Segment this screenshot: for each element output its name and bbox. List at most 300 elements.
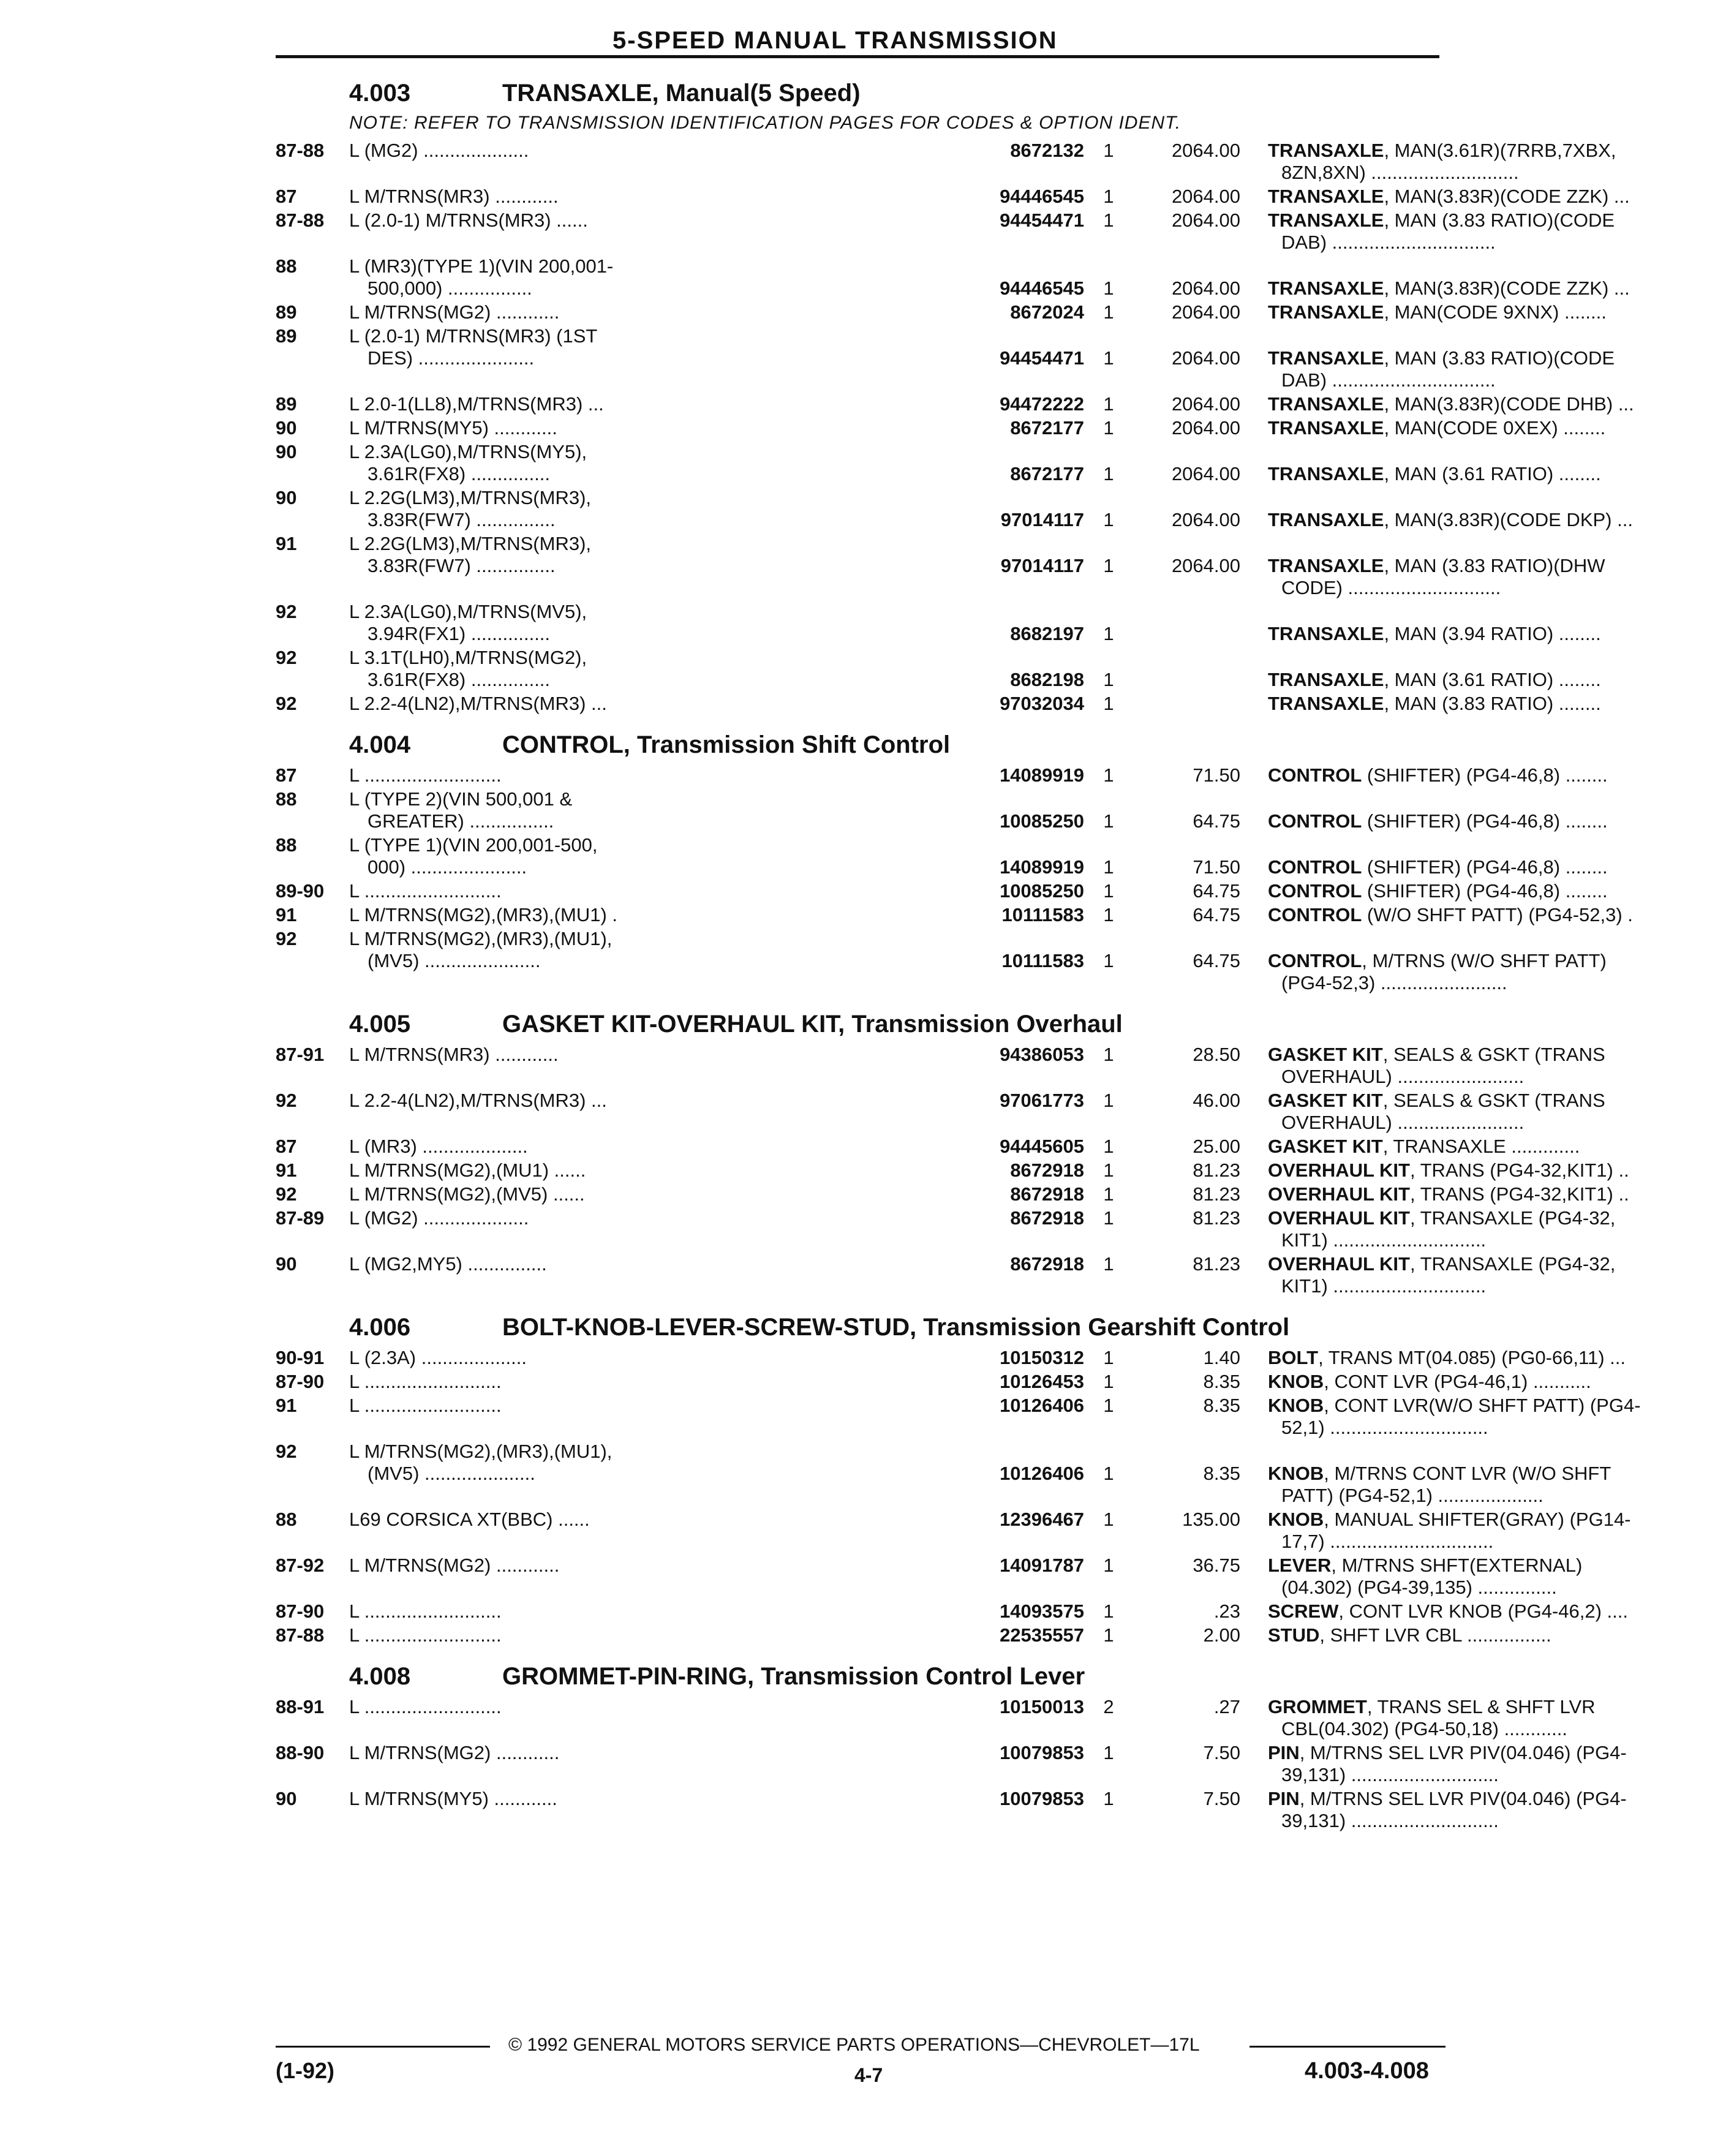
usage-line: L (MR3)(TYPE 1)(VIN 200,001- <box>349 255 614 277</box>
part-name-line: CBL(04.302) (PG4-50,18) ............ <box>1281 1718 1567 1740</box>
part-name <box>1268 1253 1715 1297</box>
part-name <box>1268 1207 1715 1251</box>
usage-description <box>349 1788 956 1810</box>
part-row <box>270 1371 1591 1395</box>
model-year: 91 <box>276 904 297 925</box>
section-number: 4.006 <box>349 1314 411 1341</box>
model-year: 90 <box>276 417 297 439</box>
part-number: 8682197 <box>1010 623 1084 644</box>
part-number: 10111583 <box>1001 950 1084 971</box>
usage-line: L 2.2G(LM3),M/TRNS(MR3), <box>349 533 592 554</box>
part-name <box>1268 1371 1715 1393</box>
model-year: 91 <box>276 1159 297 1181</box>
quantity: 1 <box>1103 1509 1114 1530</box>
usage-line: L M/TRNS(MG2),(MR3),(MU1) . <box>349 904 617 925</box>
part-number: 10079853 <box>1000 1788 1084 1809</box>
part-name-line: 52,1) .............................. <box>1281 1417 1488 1438</box>
quantity: 1 <box>1103 810 1114 832</box>
list-price: 2064.00 <box>1171 186 1240 207</box>
part-number: 22535557 <box>1000 1624 1084 1646</box>
part-name <box>1268 1555 1715 1599</box>
part-number: 94386053 <box>1000 1044 1084 1065</box>
part-name-line: OVERHAUL KIT, TRANS (PG4-32,KIT1) .. <box>1268 1183 1629 1205</box>
section-title: TRANSAXLE, Manual(5 Speed) <box>502 80 861 107</box>
quantity: 1 <box>1103 463 1114 484</box>
part-row <box>270 209 1615 255</box>
model-year: 88 <box>276 788 297 810</box>
part-name <box>1268 441 1715 485</box>
model-year: 89 <box>276 325 297 347</box>
model-year: 87 <box>276 186 297 207</box>
part-number: 14091787 <box>1000 1555 1084 1576</box>
part-number: 10079853 <box>1000 1742 1084 1763</box>
part-name-line: KNOB, CONT LVR (PG4-46,1) ........... <box>1268 1371 1591 1392</box>
part-name-line: TRANSAXLE, MAN (3.83 RATIO)(CODE <box>1268 209 1615 231</box>
part-name-line: TRANSAXLE, MAN(3.83R)(CODE ZZK) ... <box>1268 186 1630 207</box>
part-name-line: TRANSAXLE, MAN(3.83R)(CODE DKP) ... <box>1268 509 1633 530</box>
section-title: GROMMET-PIN-RING, Transmission Control Lever <box>502 1663 1085 1690</box>
part-name-line: GASKET KIT, SEALS & GSKT (TRANS <box>1268 1044 1605 1065</box>
part-name-line: 39,131) ............................ <box>1281 1764 1499 1785</box>
list-price: 7.50 <box>1203 1742 1240 1763</box>
part-row <box>270 441 1601 487</box>
list-price: 71.50 <box>1193 856 1240 878</box>
list-price: 46.00 <box>1193 1090 1240 1111</box>
part-row <box>270 1624 1551 1648</box>
part-name-line: KNOB, MANUAL SHIFTER(GRAY) (PG14- <box>1268 1509 1631 1530</box>
parts-listing <box>270 74 1641 1834</box>
part-number: 10126453 <box>1000 1371 1084 1392</box>
part-name <box>1268 325 1715 391</box>
part-name <box>1268 1044 1715 1088</box>
list-price: 2064.00 <box>1171 463 1240 484</box>
part-number: 12396467 <box>1000 1509 1084 1530</box>
part-row <box>270 880 1608 904</box>
usage-description <box>349 1742 956 1764</box>
part-number: 14089919 <box>1000 764 1084 786</box>
part-row <box>270 1788 1627 1834</box>
part-number: 8672132 <box>1010 140 1084 161</box>
part-name <box>1268 1090 1715 1134</box>
part-name-line: OVERHAUL KIT, TRANS (PG4-32,KIT1) .. <box>1268 1159 1629 1181</box>
part-number: 94446545 <box>1000 277 1084 299</box>
list-price: 81.23 <box>1193 1159 1240 1181</box>
section-number: 4.008 <box>349 1663 411 1690</box>
list-price: 2.00 <box>1203 1624 1240 1646</box>
usage-description <box>349 1183 956 1205</box>
usage-description <box>349 1600 956 1623</box>
usage-description <box>349 1441 956 1485</box>
part-name-line: (04.302) (PG4-39,135) ............... <box>1281 1577 1557 1598</box>
list-price: 2064.00 <box>1171 140 1240 161</box>
usage-description <box>349 647 956 691</box>
part-name <box>1268 1600 1715 1623</box>
part-name-line: STUD, SHFT LVR CBL ................ <box>1268 1624 1551 1646</box>
usage-line: L M/TRNS(MR3) ............ <box>349 1044 559 1065</box>
part-name <box>1268 1183 1715 1205</box>
quantity: 1 <box>1103 1253 1114 1275</box>
usage-description <box>349 788 956 832</box>
part-name-line: TRANSAXLE, MAN (3.83 RATIO)(CODE <box>1268 347 1615 369</box>
part-number: 8672918 <box>1010 1253 1084 1275</box>
usage-line: L .......................... <box>349 764 502 786</box>
list-price: .27 <box>1213 1696 1240 1717</box>
part-name <box>1268 1624 1715 1646</box>
usage-line: L69 CORSICA XT(BBC) ...... <box>349 1509 590 1530</box>
part-row <box>270 647 1601 693</box>
part-number: 10126406 <box>1000 1463 1084 1484</box>
footer-page-number: 4-7 <box>854 2064 883 2086</box>
quantity: 1 <box>1103 693 1114 714</box>
usage-line: L (TYPE 2)(VIN 500,001 & <box>349 788 573 810</box>
usage-line: 3.83R(FW7) ............... <box>368 509 556 530</box>
part-name-line <box>1268 533 1715 555</box>
quantity: 1 <box>1103 277 1114 299</box>
part-name <box>1268 255 1715 300</box>
usage-line: L M/TRNS(MY5) ............ <box>349 1788 557 1809</box>
part-name <box>1268 186 1715 208</box>
part-number: 8672918 <box>1010 1183 1084 1205</box>
quantity: 1 <box>1103 140 1114 161</box>
part-row <box>270 1696 1596 1742</box>
part-name-line: PATT) (PG4-52,1) .................... <box>1281 1485 1544 1506</box>
usage-line: L (MG2) .................... <box>349 140 529 161</box>
part-name <box>1268 487 1715 531</box>
part-number: 8672177 <box>1010 417 1084 439</box>
usage-description <box>349 928 956 972</box>
model-year: 87-92 <box>276 1555 325 1576</box>
part-number: 97014117 <box>1000 555 1084 576</box>
part-name <box>1268 834 1715 878</box>
part-number: 8682198 <box>1010 669 1084 690</box>
part-number: 94445605 <box>1000 1136 1084 1157</box>
part-name-line: CONTROL (W/O SHFT PATT) (PG4-52,3) . <box>1268 904 1633 925</box>
usage-line: L 2.3A(LG0),M/TRNS(MV5), <box>349 601 587 622</box>
part-name <box>1268 1696 1715 1740</box>
list-price: 2064.00 <box>1171 277 1240 299</box>
usage-description <box>349 1395 956 1417</box>
list-price: 8.35 <box>1203 1463 1240 1484</box>
part-name <box>1268 904 1715 926</box>
usage-description <box>349 1207 956 1229</box>
part-name <box>1268 647 1715 691</box>
part-name-line <box>1268 441 1715 463</box>
part-name <box>1268 1395 1715 1439</box>
part-name-line: 39,131) ............................ <box>1281 1810 1499 1831</box>
part-number: 8672177 <box>1010 463 1084 484</box>
usage-line: L .......................... <box>349 880 502 902</box>
list-price: 25.00 <box>1193 1136 1240 1157</box>
usage-description <box>349 1090 956 1112</box>
part-name-line <box>1268 928 1715 950</box>
quantity: 1 <box>1103 950 1114 971</box>
part-name-line <box>1268 1441 1715 1463</box>
part-row <box>270 1136 1580 1159</box>
usage-line: L .......................... <box>349 1395 502 1416</box>
part-name-line <box>1268 325 1715 347</box>
quantity: 1 <box>1103 764 1114 786</box>
usage-description <box>349 1555 956 1577</box>
quantity: 1 <box>1103 1555 1114 1576</box>
part-number: 94454471 <box>1000 347 1084 369</box>
quantity: 1 <box>1103 1395 1114 1416</box>
part-name <box>1268 1441 1715 1507</box>
quantity: 1 <box>1103 1624 1114 1646</box>
part-name-line: DAB) ............................... <box>1281 232 1496 253</box>
usage-description <box>349 693 956 715</box>
quantity: 1 <box>1103 1090 1114 1111</box>
part-name <box>1268 1159 1715 1182</box>
list-price: 8.35 <box>1203 1395 1240 1416</box>
part-name-line: PIN, M/TRNS SEL LVR PIV(04.046) (PG4- <box>1268 1742 1627 1763</box>
part-name-line: CONTROL, M/TRNS (W/O SHFT PATT) <box>1268 950 1607 971</box>
usage-description <box>349 904 956 926</box>
part-number: 94472222 <box>1000 393 1084 415</box>
part-number: 10126406 <box>1000 1395 1084 1416</box>
part-row <box>270 1044 1605 1090</box>
usage-line: GREATER) ................ <box>368 810 554 832</box>
part-name-line: TRANSAXLE, MAN (3.61 RATIO) ........ <box>1268 463 1601 484</box>
usage-line: L (MR3) .................... <box>349 1136 528 1157</box>
model-year: 88-90 <box>276 1742 325 1763</box>
part-name <box>1268 1788 1715 1832</box>
part-name <box>1268 301 1715 323</box>
part-name-line: OVERHAUL) ........................ <box>1281 1066 1525 1087</box>
usage-description <box>349 1347 956 1369</box>
list-price: 2064.00 <box>1171 301 1240 323</box>
part-name <box>1268 1742 1715 1786</box>
usage-line: L 2.2-4(LN2),M/TRNS(MR3) ... <box>349 1090 607 1111</box>
part-name-line: SCREW, CONT LVR KNOB (PG4-46,2) .... <box>1268 1600 1628 1622</box>
model-year: 90 <box>276 1253 297 1275</box>
part-name-line: 8ZN,8XN) ............................ <box>1281 162 1519 183</box>
part-row <box>270 928 1607 996</box>
usage-description <box>349 325 956 369</box>
part-name <box>1268 764 1715 786</box>
part-row <box>270 1555 1583 1600</box>
part-name <box>1268 1347 1715 1369</box>
list-price: 1.40 <box>1203 1347 1240 1368</box>
usage-line: L M/TRNS(MG2),(MR3),(MU1), <box>349 928 612 949</box>
quantity: 1 <box>1103 880 1114 902</box>
section-heading <box>270 725 1458 764</box>
usage-line: L M/TRNS(MG2) ............ <box>349 301 560 323</box>
usage-line: L 3.1T(LH0),M/TRNS(MG2), <box>349 647 587 668</box>
part-name-line <box>1268 601 1715 623</box>
usage-line: L M/TRNS(MG2),(MR3),(MU1), <box>349 1441 612 1462</box>
header-rule <box>276 55 1439 58</box>
model-year: 92 <box>276 1441 297 1462</box>
part-number: 97061773 <box>1000 1090 1084 1111</box>
usage-line: L (MG2) .................... <box>349 1207 529 1229</box>
part-name-line: CONTROL (SHIFTER) (PG4-46,8) ........ <box>1268 764 1608 786</box>
quantity: 1 <box>1103 1742 1114 1763</box>
usage-description <box>349 1044 956 1066</box>
part-number: 97014117 <box>1000 509 1084 530</box>
quantity: 1 <box>1103 623 1114 644</box>
usage-description <box>349 601 956 645</box>
usage-line: 500,000) ................ <box>368 277 532 299</box>
part-row <box>270 1441 1611 1509</box>
quantity: 1 <box>1103 1136 1114 1157</box>
model-year: 89-90 <box>276 880 325 902</box>
usage-line: 3.61R(FX8) ............... <box>368 669 551 690</box>
usage-description <box>349 1696 956 1718</box>
part-row <box>270 1509 1631 1555</box>
footer-rule-left <box>276 2046 490 2048</box>
section-heading <box>270 1005 1458 1044</box>
model-year: 91 <box>276 533 297 554</box>
model-year: 91 <box>276 1395 297 1416</box>
part-name-line <box>1268 647 1715 669</box>
model-year: 92 <box>276 1183 297 1205</box>
model-year: 87-89 <box>276 1207 325 1229</box>
part-name-line <box>1268 255 1715 277</box>
part-row <box>270 834 1608 880</box>
part-name <box>1268 601 1715 645</box>
model-year: 90 <box>276 441 297 462</box>
usage-line: L 2.0-1(LL8),M/TRNS(MR3) ... <box>349 393 604 415</box>
usage-description <box>349 1253 956 1275</box>
usage-line: L 2.2G(LM3),M/TRNS(MR3), <box>349 487 592 508</box>
part-row <box>270 904 1633 928</box>
usage-description <box>349 1136 956 1158</box>
usage-line: 3.83R(FW7) ............... <box>368 555 556 576</box>
model-year: 87-91 <box>276 1044 325 1065</box>
usage-line: 000) ...................... <box>368 856 527 878</box>
list-price: 2064.00 <box>1171 347 1240 369</box>
list-price: 64.75 <box>1193 950 1240 971</box>
usage-line: DES) ...................... <box>368 347 535 369</box>
section-title: BOLT-KNOB-LEVER-SCREW-STUD, Transmission Gearshift Control <box>502 1314 1290 1341</box>
part-name <box>1268 209 1715 254</box>
quantity: 1 <box>1103 1600 1114 1622</box>
part-name <box>1268 1136 1715 1158</box>
part-number: 14089919 <box>1000 856 1084 878</box>
model-year: 87-90 <box>276 1371 325 1392</box>
section-number: 4.005 <box>349 1011 411 1038</box>
usage-line: L M/TRNS(MR3) ............ <box>349 186 559 207</box>
usage-description <box>349 186 956 208</box>
part-number: 97032034 <box>1000 693 1084 714</box>
part-row <box>270 1090 1605 1136</box>
usage-line: 3.94R(FX1) ............... <box>368 623 551 644</box>
part-name-line: BOLT, TRANS MT(04.085) (PG0-66,11) ... <box>1268 1347 1626 1368</box>
section-heading <box>270 1308 1458 1347</box>
model-year: 88 <box>276 1509 297 1530</box>
usage-description <box>349 1159 956 1182</box>
part-row <box>270 533 1605 601</box>
part-row <box>270 1742 1627 1788</box>
quantity: 1 <box>1103 669 1114 690</box>
part-row <box>270 693 1601 717</box>
model-year: 90 <box>276 487 297 508</box>
section-number: 4.004 <box>349 731 411 758</box>
model-year: 87 <box>276 1136 297 1157</box>
part-name-line: 17,7) ............................... <box>1281 1531 1494 1552</box>
part-name-line: OVERHAUL) ........................ <box>1281 1112 1525 1133</box>
usage-line: L .......................... <box>349 1696 502 1717</box>
model-year: 87-88 <box>276 140 325 161</box>
part-name <box>1268 880 1715 902</box>
part-number: 10150312 <box>1000 1347 1084 1368</box>
list-price: 64.75 <box>1193 810 1240 832</box>
quantity: 1 <box>1103 1371 1114 1392</box>
part-row <box>270 764 1608 788</box>
part-name-line <box>1268 487 1715 509</box>
usage-description <box>349 140 956 162</box>
usage-description <box>349 1371 956 1393</box>
part-number: 94454471 <box>1000 209 1084 231</box>
quantity: 1 <box>1103 393 1114 415</box>
quantity: 1 <box>1103 1159 1114 1181</box>
footer-section-range: 4.003-4.008 <box>1305 2058 1429 2084</box>
model-year: 92 <box>276 693 297 714</box>
part-name <box>1268 393 1715 415</box>
part-name-line: GROMMET, TRANS SEL & SHFT LVR <box>1268 1696 1596 1717</box>
part-name-line: GASKET KIT, SEALS & GSKT (TRANS <box>1268 1090 1605 1111</box>
usage-line: (MV5) ..................... <box>368 1463 535 1484</box>
part-number: 8672024 <box>1010 301 1084 323</box>
part-name-line: LEVER, M/TRNS SHFT(EXTERNAL) <box>1268 1555 1583 1576</box>
part-row <box>270 393 1634 417</box>
list-price: 36.75 <box>1193 1555 1240 1576</box>
usage-description <box>349 1624 956 1646</box>
part-name-line: KIT1) ............................. <box>1281 1275 1487 1297</box>
quantity: 1 <box>1103 904 1114 925</box>
part-row <box>270 1159 1629 1183</box>
model-year: 87-88 <box>276 1624 325 1646</box>
model-year: 92 <box>276 647 297 668</box>
part-name-line: TRANSAXLE, MAN(CODE 9XNX) ........ <box>1268 301 1607 323</box>
quantity: 1 <box>1103 1463 1114 1484</box>
quantity: 1 <box>1103 209 1114 231</box>
list-price: 8.35 <box>1203 1371 1240 1392</box>
usage-description <box>349 487 956 531</box>
part-name-line: TRANSAXLE, MAN(3.83R)(CODE ZZK) ... <box>1268 277 1630 299</box>
usage-description <box>349 417 956 439</box>
part-name <box>1268 140 1715 184</box>
model-year: 87-90 <box>276 1600 325 1622</box>
usage-description <box>349 533 956 577</box>
usage-line: L (TYPE 1)(VIN 200,001-500, <box>349 834 598 856</box>
part-name-line: OVERHAUL KIT, TRANSAXLE (PG4-32, <box>1268 1253 1616 1275</box>
section-heading <box>270 74 1458 113</box>
list-price: 81.23 <box>1193 1207 1240 1229</box>
part-name-line: (PG4-52,3) ........................ <box>1281 972 1507 993</box>
part-name-line: KNOB, M/TRNS CONT LVR (W/O SHFT <box>1268 1463 1611 1484</box>
part-number: 14093575 <box>1000 1600 1084 1622</box>
quantity: 1 <box>1103 347 1114 369</box>
quantity: 2 <box>1103 1696 1114 1717</box>
list-price: 2064.00 <box>1171 417 1240 439</box>
section-number: 4.003 <box>349 80 411 107</box>
usage-line: L .......................... <box>349 1600 502 1622</box>
quantity: 1 <box>1103 1183 1114 1205</box>
quantity: 1 <box>1103 186 1114 207</box>
part-name-line: CODE) ............................. <box>1281 577 1501 598</box>
quantity: 1 <box>1103 1347 1114 1368</box>
part-name <box>1268 928 1715 994</box>
list-price: 64.75 <box>1193 904 1240 925</box>
part-name-line: GASKET KIT, TRANSAXLE ............. <box>1268 1136 1580 1157</box>
footer-rule-right <box>1250 2046 1446 2048</box>
part-name-line: CONTROL (SHIFTER) (PG4-46,8) ........ <box>1268 880 1608 902</box>
list-price: 81.23 <box>1193 1183 1240 1205</box>
list-price: 7.50 <box>1203 1788 1240 1809</box>
list-price: 81.23 <box>1193 1253 1240 1275</box>
usage-line: (MV5) ...................... <box>368 950 541 971</box>
